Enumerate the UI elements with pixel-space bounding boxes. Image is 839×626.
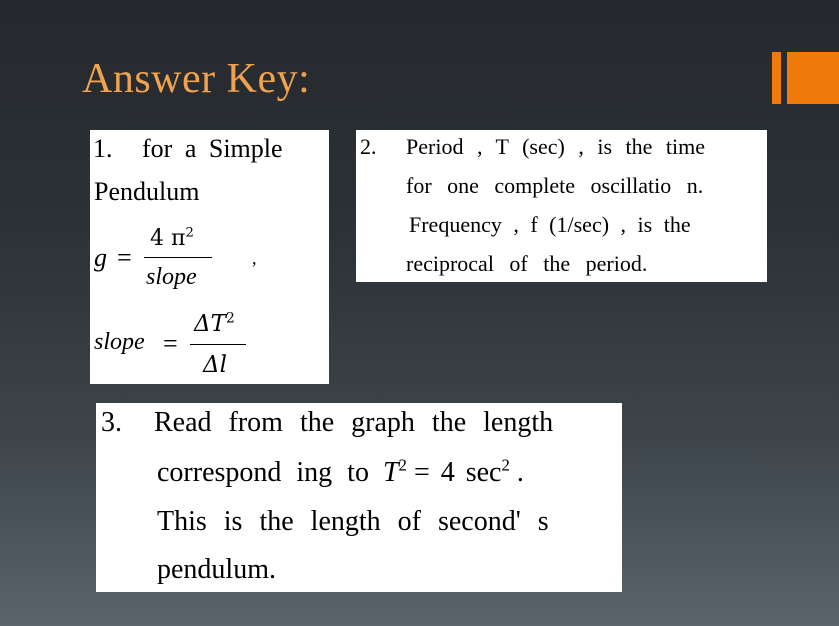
accent-bar-thin [772,52,781,104]
item-text-line: Period , T (sec) , is the time [406,134,705,159]
item-text-line: pendulum. [157,554,276,585]
item-text-line: for one complete oscillatio n. [406,173,704,198]
item-text-line: This is the length of second' s [157,506,549,537]
formula-numerator: 4 $\pi^2$ [150,225,194,251]
item-number: 3. [101,407,122,438]
item-text-line: correspond ing to $T^2 = 4$ $\sec^2$ . [157,455,524,488]
item-text-line: for a Simple [142,134,283,163]
formula-comma: , [252,248,257,268]
slide-title: Answer Key: [82,56,311,102]
formula-equals: = [117,243,132,272]
formula-variable: g [94,243,107,272]
formula-numerator: $\Delta T^2$ [194,310,235,337]
accent-bar-square [787,52,839,104]
item-text-line: Pendulum [94,177,200,206]
formula-denominator: Δl [203,352,227,378]
answer-box-1 [90,130,329,384]
formula-variable: slope [94,329,145,355]
formula-equals: = [163,329,178,358]
item-number: 1. [93,134,113,163]
item-number: 2. [360,134,377,159]
item-text-line: reciprocal of the period. [406,251,648,276]
fraction-bar [190,344,246,345]
item-text-line: Frequency , f (1/sec) , is the [409,212,691,237]
answer-box-2 [356,130,767,282]
answer-box-3 [96,403,622,592]
item-text-line: Read from the graph the length [154,407,554,438]
fraction-bar [144,257,212,258]
formula-denominator: slope [146,264,197,290]
